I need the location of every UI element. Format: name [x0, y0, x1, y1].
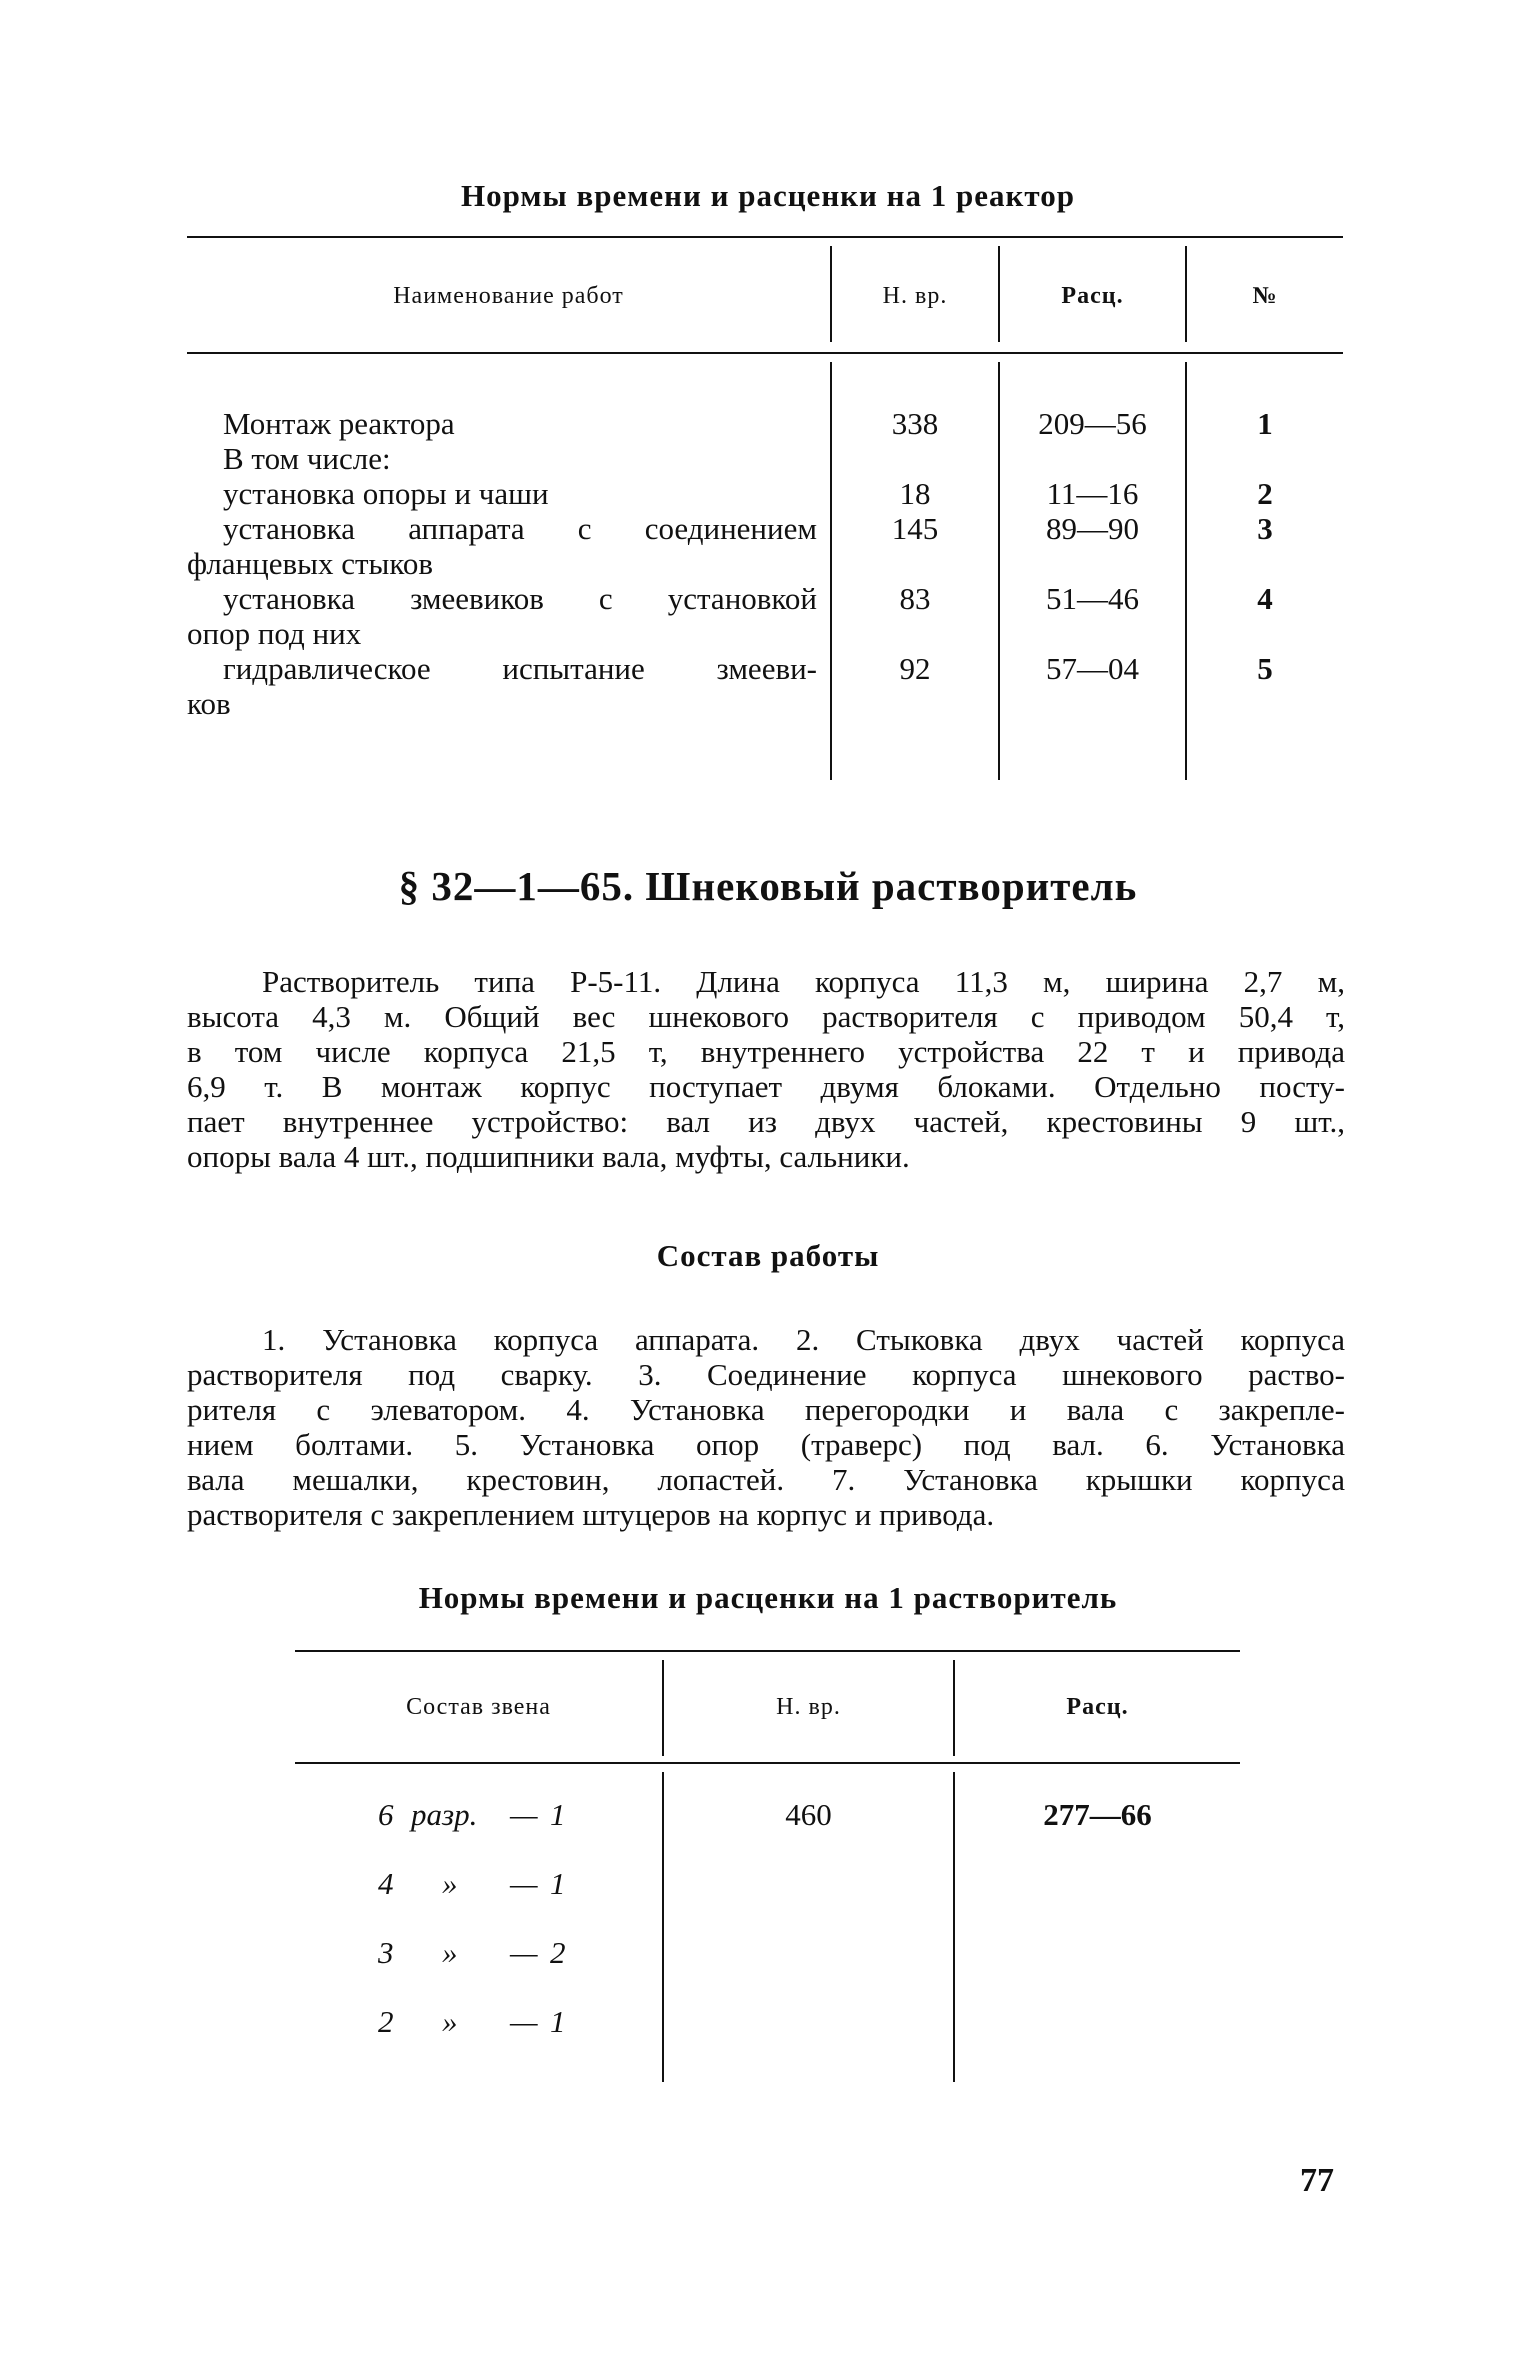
table1-row [187, 476, 817, 511]
row-number: 4 [1257, 581, 1273, 616]
table1-header-no: № [1252, 283, 1278, 309]
work-name-cont: фланцевых стыков [187, 546, 433, 581]
work-line: рителя с элеватором. 4. Установка перегородки и вала с закрепле- [187, 1392, 1345, 1427]
crew-unit: разр. [411, 1797, 478, 1832]
table2-header-time: Н. вр. [776, 1694, 841, 1720]
table2-header-rule [295, 1762, 1240, 1764]
crew-count: 1 [550, 1797, 566, 1832]
rate-value: 57—04 [1046, 651, 1139, 686]
table2-time-value: 460 [785, 1797, 832, 1832]
work-name: установка змеевиков с установкой [223, 581, 817, 616]
section-description [187, 964, 1345, 1174]
rate-value: 209—56 [1038, 406, 1147, 441]
crew-dash: — [510, 2004, 538, 2039]
row-number: 1 [1257, 406, 1273, 441]
table1-header-name: Наименование работ [393, 283, 624, 309]
rate-value: 51—46 [1046, 581, 1139, 616]
time-value: 145 [891, 511, 939, 546]
table2-header-crew: Состав звена [406, 1694, 551, 1720]
work-line: растворителя с закреплением штуцеров на корпус и привода. [187, 1497, 995, 1532]
work-name: установка опоры и чаши [223, 476, 549, 511]
description-line: в том числе корпуса 21,5 т, внутреннего устройства 22 т и привода [187, 1034, 1345, 1069]
time-value: 338 [891, 406, 939, 441]
table1-header-time: Н. вр. [882, 283, 948, 309]
table1-row [187, 406, 817, 441]
work-name: гидравлическое испытание змееви- [223, 651, 817, 686]
description-line: опоры вала 4 шт., подшипники вала, муфты, сальники. [187, 1139, 910, 1174]
work-name-cont: ков [187, 686, 231, 721]
crew-dash: — [510, 1866, 538, 1901]
table1-row [187, 651, 817, 721]
description-line: 6,9 т. В монтаж корпус поступает двумя блоками. Отдельно посту- [187, 1069, 1345, 1104]
time-value: 92 [899, 651, 931, 686]
table1-row [187, 581, 817, 651]
table1-caption: Нормы времени и расценки на 1 реактор [461, 178, 1075, 213]
table1-row [187, 511, 817, 581]
time-value: 18 [899, 476, 931, 511]
crew-unit: » [442, 2004, 458, 2039]
crew-grade: 2 [378, 2004, 394, 2039]
time-value: 83 [899, 581, 931, 616]
crew-grade: 6 [378, 1797, 394, 1832]
description-line: пает внутреннее устройство: вал из двух частей, крестовины 9 шт., [187, 1104, 1345, 1139]
crew-count: 1 [550, 1866, 566, 1901]
rate-value: 89—90 [1046, 511, 1139, 546]
crew-grade: 3 [378, 1935, 394, 1970]
crew-unit: » [442, 1935, 458, 1970]
crew-grade: 4 [378, 1866, 394, 1901]
section-title: § 32—1—65. Шнековый растворитель [398, 863, 1138, 909]
crew-dash: — [510, 1935, 538, 1970]
page-number: 77 [1300, 2162, 1334, 2199]
crew-count: 2 [550, 1935, 566, 1970]
table2-top-rule [295, 1650, 1240, 1652]
crew-dash: — [510, 1797, 538, 1832]
table2-caption: Нормы времени и расценки на 1 растворитель [418, 1580, 1118, 1615]
table1-header-rule [187, 352, 1343, 354]
row-number: 2 [1257, 476, 1273, 511]
rate-value: 11—16 [1046, 476, 1139, 511]
crew-unit: » [442, 1866, 458, 1901]
row-number: 3 [1257, 511, 1273, 546]
work-line: нием болтами. 5. Установка опор (траверс) под вал. 6. Установка [187, 1427, 1345, 1462]
work-composition [187, 1322, 1345, 1532]
crew-count: 1 [550, 2004, 566, 2039]
table1-top-rule [187, 236, 1343, 238]
table2-header-rate: Расц. [1066, 1694, 1129, 1720]
work-name: Монтаж реактора [223, 406, 455, 441]
description-line: Растворитель типа Р-5-11. Длина корпуса 11,3 м, ширина 2,7 м, [262, 964, 1345, 999]
work-composition-title: Состав работы [656, 1238, 880, 1273]
work-name: установка аппарата с соединением [223, 511, 817, 546]
work-name-cont: опор под них [187, 616, 362, 651]
description-line: высота 4,3 м. Общий вес шнекового растворителя с приводом 50,4 т, [187, 999, 1345, 1034]
table2-rate-value: 277—66 [1043, 1797, 1152, 1832]
work-line: вала мешалки, крестовин, лопастей. 7. Установка крышки корпуса [187, 1462, 1345, 1497]
row-number: 5 [1257, 651, 1273, 686]
table1-row [187, 441, 817, 476]
work-line: растворителя под сварку. 3. Соединение корпуса шнекового раство- [187, 1357, 1345, 1392]
table1-header-rate: Расц. [1061, 283, 1124, 309]
work-line: 1. Установка корпуса аппарата. 2. Стыковка двух частей корпуса [262, 1322, 1345, 1357]
work-name: В том числе: [223, 441, 391, 476]
